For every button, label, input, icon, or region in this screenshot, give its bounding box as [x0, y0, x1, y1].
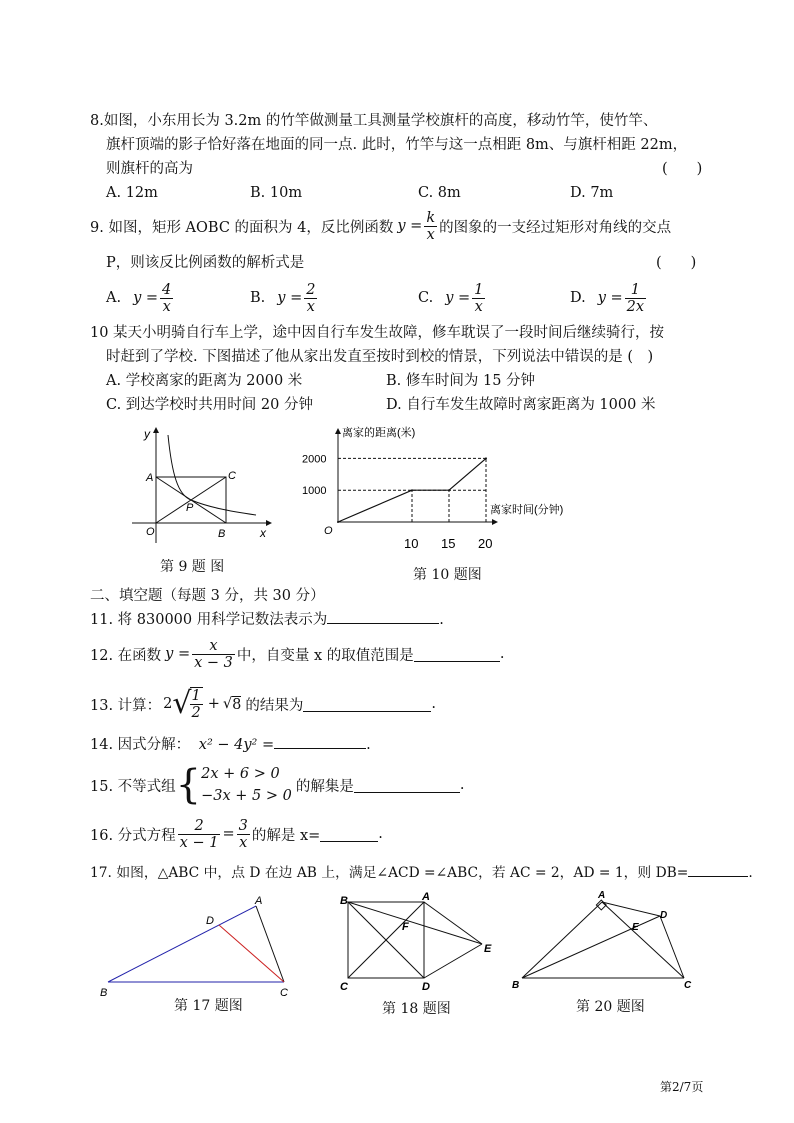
fig10-caption: 第 10 题图 — [413, 567, 482, 583]
q9-func-fraction — [424, 210, 437, 243]
fig10-point-0 — [337, 521, 339, 523]
q13-plus: + — [207, 696, 220, 712]
fig17-label-d: D — [206, 915, 214, 927]
q10-option-c: C. 到达学校时共用时间 20 分钟 — [106, 397, 313, 413]
q11-text: 11. 将 830000 用科学记数法表示为 — [90, 612, 328, 628]
fig10-point-1 — [411, 489, 413, 491]
q8-option-b: B. 10m — [250, 185, 303, 201]
q9-option-b-den: x — [306, 298, 315, 315]
fig10-x-arrow — [492, 519, 498, 525]
page-number: 第2/7页 — [660, 1080, 704, 1094]
q8-line3: 则旗杆的高为 — [106, 161, 193, 177]
fig20-label-c: C — [684, 980, 692, 991]
q9-option-c-label: C. — [418, 290, 434, 306]
fig17-side-ab — [108, 906, 256, 982]
fig10-ytick-label-1: 1000 — [302, 485, 327, 498]
q9-option-c-num: 1 — [474, 281, 484, 298]
fig20-label-d: D — [660, 910, 668, 921]
q13-answer-blank — [303, 697, 431, 712]
q17-text: 17. 如图，△ABC 中，点 D 在边 AB 上，满足∠ACD =∠ABC，若 AC = 2，AD = 1，则 DB= — [90, 865, 689, 881]
q8-line1: 8.如图，小东用长为 3.2m 的竹竿做测量工具测量学校旗杆的高度，移动竹竿，使竹竿、 — [90, 113, 658, 129]
q14-pre: 14. 因式分解： — [90, 737, 191, 753]
q10-option-a: A. 学校离家的距离为 2000 米 — [106, 373, 303, 389]
q8-option-c: C. 8m — [418, 185, 461, 201]
fig10-xlabel: 离家时间(分钟) — [490, 504, 564, 516]
q16-fraction2 — [237, 818, 250, 851]
q13-pre: 13. 计算： — [90, 697, 162, 714]
fig17-diagram — [98, 892, 298, 1004]
q15-post: 的解集是 — [295, 778, 354, 795]
q15-end: . — [459, 777, 465, 793]
q9-option-d-den: 2x — [626, 298, 645, 315]
q16-num2: 3 — [238, 817, 248, 834]
fig18-label-b: B — [340, 895, 348, 907]
q9-option-d-fraction — [625, 282, 646, 315]
q11-line — [90, 609, 444, 631]
fig18-segment-de — [424, 944, 482, 978]
q9-option-c-fraction — [472, 282, 485, 315]
fig10-xtick-label-1: 15 — [441, 536, 456, 551]
brace-icon: { — [175, 762, 202, 808]
q12-fraction — [192, 638, 235, 671]
q15-ineq2: −3x + 5 > 0 — [201, 788, 292, 804]
q15-system — [201, 763, 292, 807]
fig17-label-b: B — [100, 987, 108, 999]
q9-option-a-num: 4 — [162, 281, 172, 298]
q16-post: 的解是 x= — [251, 827, 321, 844]
q11-answer-blank — [327, 609, 439, 624]
q8-answer-paren: ( ) — [662, 161, 703, 177]
q12-den: x − 3 — [194, 654, 233, 671]
q9-option-b — [250, 278, 319, 318]
q12-answer-blank — [414, 647, 500, 662]
fig9-y-arrow — [153, 427, 159, 433]
q10-line1: 10 某天小明骑自行车上学，途中因自行车发生故障，修车耽误了一段时间后继续骑行，按 — [90, 325, 665, 341]
fig9-label-x: x — [260, 526, 266, 540]
fig10-point-2 — [448, 489, 450, 491]
fig9-hyperbola — [168, 435, 256, 515]
q17-end: . — [748, 865, 753, 881]
fig20-segment-dc — [660, 916, 684, 978]
q13-post: 的结果为 — [245, 697, 304, 714]
q9-answer-paren: ( ) — [656, 255, 697, 271]
q17-line — [90, 862, 753, 884]
fig18-segment-be — [348, 902, 482, 944]
q16-answer-blank — [320, 827, 378, 842]
q8-option-d: D. 7m — [570, 185, 614, 201]
q10-line2: 时赶到了学校. 下图描述了他从家出发直至按时到校的情景，下列说法中错误的是 ( ) — [106, 349, 654, 365]
q9-line1-pre: 9. 如图，矩形 AOBC 的面积为 4，反比例函数 — [90, 219, 394, 236]
fig20-segment-bd — [522, 916, 660, 978]
q16-fraction1 — [178, 818, 221, 851]
q15-line — [90, 760, 464, 810]
fig18-label-d: D — [422, 981, 430, 993]
sqrt-icon-2: √ — [222, 696, 233, 712]
fig20-segment-ad — [602, 902, 660, 916]
q15-answer-blank — [354, 778, 460, 793]
fig18-caption: 第 18 题图 — [382, 1001, 451, 1017]
q9-option-d-num: 1 — [625, 282, 646, 299]
fig20-label-e: E — [632, 922, 639, 933]
q14-answer-blank — [274, 734, 366, 749]
fig10-point-3 — [485, 457, 487, 459]
q12-lhs: y = — [165, 646, 191, 662]
q13-coef: 2 — [163, 696, 173, 712]
fig20-side-ab — [522, 902, 602, 978]
q9-func-num: k — [426, 209, 436, 226]
fig9-label-p: P — [186, 502, 194, 514]
q10-option-b: B. 修车时间为 15 分钟 — [386, 373, 536, 389]
fig9-label-c: C — [228, 470, 236, 482]
q9-option-a-lhs: y = — [133, 290, 159, 306]
fig9-caption: 第 9 题 图 — [160, 559, 225, 575]
fig18-label-c: C — [340, 981, 348, 993]
q13-end: . — [431, 696, 437, 712]
q9-option-b-lhs: y = — [277, 290, 303, 306]
fig9-label-o: O — [146, 526, 155, 538]
q8-option-a: A. 12m — [106, 185, 158, 201]
fig9-label-b: B — [218, 528, 226, 540]
q16-den2: x — [239, 834, 248, 851]
fig17-label-c: C — [280, 987, 288, 999]
fig17-segment-cd — [219, 925, 284, 982]
fig18-label-f: F — [402, 921, 409, 933]
q16-den1: x − 1 — [179, 834, 219, 851]
q9-option-a-label: A. — [106, 290, 122, 306]
q9-option-b-fraction — [304, 282, 317, 315]
fig10-origin: O — [324, 525, 333, 537]
fig10-ytick-label-0: 2000 — [302, 453, 327, 466]
q13-sqrt2: 8 — [232, 696, 242, 713]
fig20-caption: 第 20 题图 — [576, 999, 645, 1015]
sqrt-icon: √ — [172, 686, 192, 721]
q16-line — [90, 814, 383, 854]
q8-line2: 旗杆顶端的影子恰好落在地面的同一点. 此时，竹竿与这一点相距 8m、与旗杆相距 22m， — [106, 137, 688, 153]
q12-pre: 12. 在函数 — [90, 647, 162, 664]
fig10-y-arrow — [335, 428, 341, 434]
fig18-label-a: A — [422, 891, 430, 903]
q16-pre: 16. 分式方程 — [90, 827, 176, 844]
q10-option-d: D. 自行车发生故障时离家距离为 1000 米 — [386, 397, 656, 413]
q13-fraction — [190, 687, 203, 721]
fig10-xtick-label-2: 20 — [478, 536, 493, 551]
fig9-label-a: A — [146, 472, 154, 484]
fig10-ylabel: 离家的距离(米) — [342, 427, 416, 439]
q9-line2: P，则该反比例函数的解析式是 — [106, 255, 305, 271]
section2-title: 二、填空题（每题 3 分，共 30 分） — [90, 588, 325, 604]
q16-end: . — [378, 826, 383, 842]
fig17-label-a: A — [255, 895, 263, 907]
q12-end: . — [499, 646, 505, 662]
fig20-side-ac — [602, 902, 684, 978]
fig18-segment-ae — [424, 902, 482, 944]
q13-den: 2 — [191, 705, 201, 721]
q9-option-d-label: D. — [570, 290, 586, 306]
q9-option-c-den: x — [474, 298, 483, 315]
q9-line1-post: 的图象的一支经过矩形对角线的交点 — [439, 219, 672, 236]
fig20-label-b: B — [512, 980, 520, 991]
q15-ineq1: 2x + 6 > 0 — [201, 766, 280, 782]
fig20-label-a: A — [598, 890, 606, 901]
q9-option-c-lhs: y = — [445, 290, 471, 306]
q9-option-b-label: B. — [250, 290, 266, 306]
fig10-xtick-label-0: 10 — [404, 536, 419, 551]
q16-num1: 2 — [178, 818, 221, 835]
fig20-diagram — [510, 884, 706, 996]
q9-func-den: x — [426, 226, 435, 243]
q9-line1 — [90, 206, 671, 246]
q12-post: 中，自变量 x 的取值范围是 — [236, 647, 414, 664]
q13-line — [90, 684, 436, 724]
fig9-diagram — [128, 425, 274, 547]
q9-option-d — [570, 278, 648, 318]
q15-pre: 15. 不等式组 — [90, 778, 176, 795]
q14-line — [90, 734, 371, 756]
q14-end: . — [366, 737, 371, 753]
q9-option-d-lhs: y = — [597, 290, 623, 306]
fig10-chart — [300, 424, 600, 554]
q9-func-lhs: y = — [397, 218, 423, 234]
q9-option-c — [418, 278, 487, 318]
q9-option-b-num: 2 — [306, 281, 316, 298]
fig18-diagram — [336, 890, 502, 996]
fig9-x-arrow — [266, 520, 272, 526]
q16-eq: = — [222, 826, 235, 842]
fig17-caption: 第 17 题图 — [174, 998, 243, 1014]
fig18-label-e: E — [484, 943, 492, 955]
fig9-label-y: y — [144, 427, 150, 441]
q9-option-a-fraction — [160, 282, 173, 315]
q11-end: . — [439, 612, 444, 628]
q12-line — [90, 634, 504, 674]
q17-answer-blank — [688, 862, 748, 877]
q9-option-a — [106, 278, 175, 318]
fig17-side-ac — [256, 906, 284, 982]
q14-expr: x² − 4y² = — [198, 737, 275, 753]
q13-num: 1 — [191, 688, 201, 704]
q9-option-a-den: x — [162, 298, 171, 315]
q12-num: x — [192, 638, 235, 655]
